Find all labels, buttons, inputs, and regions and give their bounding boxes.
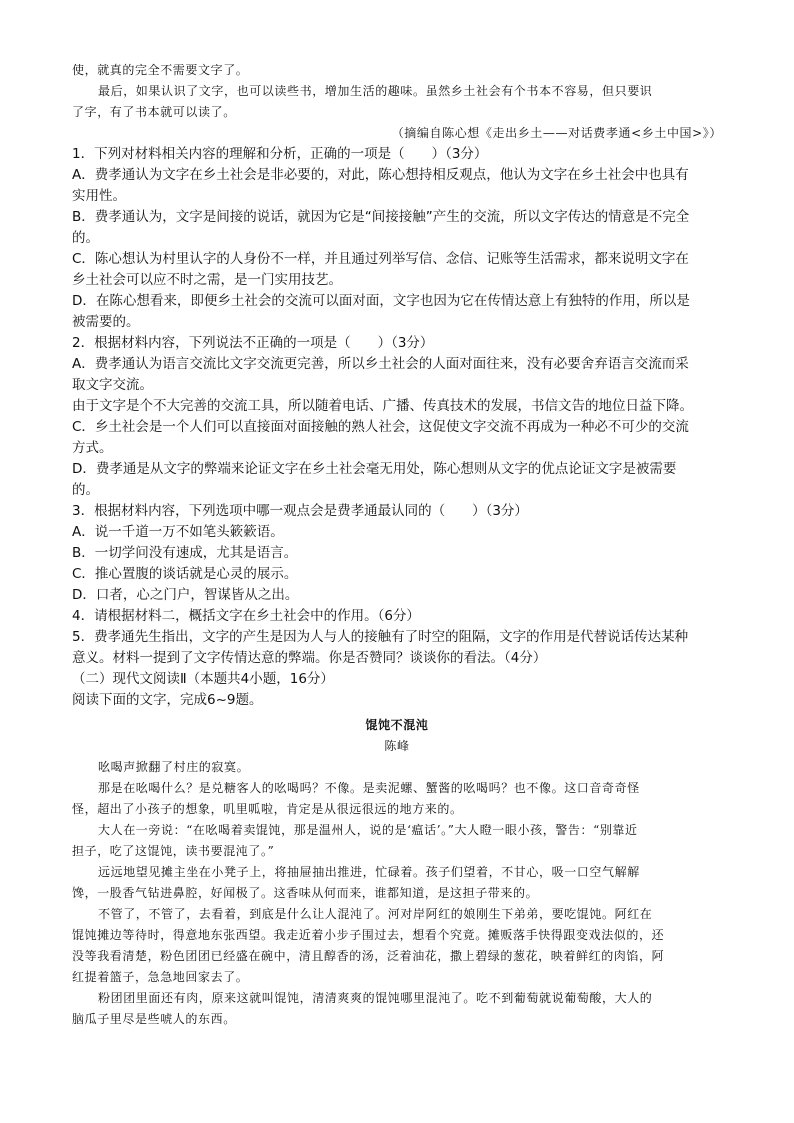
option-a: A．费孝通认为文字在乡土社会是非必要的，对此，陈心想持相反观点，他认为文字在乡土社会中也具有: [72, 167, 689, 183]
section-heading: （二）现代文阅读Ⅱ（本题共4小题，16分）: [72, 671, 334, 687]
story-line: 红提着篮子，急急地回家去了。: [72, 970, 249, 984]
material-line: 使，就真的完全不需要文字了。: [72, 63, 249, 77]
option-b-cont: 的。: [72, 230, 99, 246]
story-line: 脑瓜子里尽是些唬人的东西。: [72, 1012, 236, 1026]
option-a: A．费孝通认为语言交流比文字交流更完善，所以乡土社会的人面对面往来，没有必要舍弃语言交流而采: [72, 356, 689, 372]
story-line: 吆喝声掀翻了村庄的寂寞。: [98, 760, 250, 774]
option-b: B．费孝通认为，文字是间接的说话，就因为它是“间接接触”产生的交流，所以文字传达的情意是不完全: [72, 209, 690, 225]
option-a: A．说一千道一万不如笔头簌簌语。: [72, 524, 284, 540]
question-1-stem: 1．下列对材料相关内容的理解和分析，正确的一项是（ ）（3分）: [72, 146, 488, 162]
option-b: B．一切学问没有速成，尤其是语言。: [72, 545, 298, 561]
question-2-stem: 2．根据材料内容，下列说法不正确的一项是（ ）（3分）: [72, 335, 434, 351]
story-line: 远远地望见摊主坐在小凳子上，将抽屉抽出推进，忙碌着。孩子们望着，不甘心，吸一口空气解解: [98, 865, 640, 879]
story-line: 怪，超出了小孩子的想象，叽里呱啦，肯定是从很远很远的地方来的。: [72, 802, 463, 816]
option-a-cont: 取文字交流。: [72, 377, 153, 393]
material-line: 最后，如果认识了文字，也可以读些书，增加生活的趣味。虽然乡土社会有个书本不容易，但只要识: [98, 84, 653, 98]
question-5-cont: 意义。材料一提到了文字传情达意的弊端。你是否赞同？谈谈你的看法。（4分）: [72, 650, 547, 666]
option-b: 由于文字是个不大完善的交流工具，所以随着电话、广播、传真技术的发展，书信文告的地位日益下降。: [72, 398, 693, 414]
story-line: 不管了，不管了，去看着，到底是什么让人混沌了。河对岸阿红的娘刚生下弟弟，要吃馄饨。阿红在: [98, 907, 653, 921]
option-d: D．在陈心想看来，即便乡土社会的交流可以面对面，文字也因为它在传情达意上有独特的作用，所以是: [72, 293, 690, 309]
citation: （摘编自陈心想《走出乡土——对话费孝通<乡土中国>》）: [391, 126, 722, 140]
option-a-cont: 实用性。: [72, 188, 126, 204]
option-d-cont: 被需要的。: [72, 314, 140, 330]
question-3-stem: 3．根据材料内容，下列选项中哪一观点会是费孝通最认同的（ ）（3分）: [72, 503, 528, 519]
option-c: C．推心置腹的谈话就是心灵的展示。: [72, 566, 298, 582]
option-c: C．乡土社会是一个人们可以直接面对面接触的熟人社会，这促使文字交流不再成为一种必不可少的交流: [72, 419, 689, 435]
option-c-cont: 方式。: [72, 440, 113, 456]
story-line: 粉团团里面还有肉，原来这就叫馄饨，清清爽爽的馄饨哪里混沌了。吃不到葡萄就说葡萄酸，大人的: [98, 991, 653, 1005]
story-line: 大人在一旁说：“在吆喝着卖馄饨，那是温州人，说的是‘瘟话’。”大人瞪一眼小孩，警告：“别靠近: [98, 823, 638, 837]
question-4: 4．请根据材料二，概括文字在乡土社会中的作用。（6分）: [72, 608, 420, 624]
material-line: 了字，有了书本就可以读了。: [72, 105, 236, 119]
option-c: C．陈心想认为村里认字的人身份不一样，并且通过列举写信、念信、记账等生活需求，都来说明文字在: [72, 251, 689, 267]
option-d-cont: 的。: [72, 482, 99, 498]
instruction: 阅读下面的文字，完成6~9题。: [72, 692, 263, 708]
story-line: 担子，吃了这馄饨，读书要混沌了。”: [72, 844, 275, 858]
story-line: 没等我看清楚，粉色团团已经盛在碗中，清且醇香的汤，泛着油花，撒上碧绿的葱花，映着鲜红的肉馅，阿: [72, 949, 665, 963]
question-5: 5．费孝通先生指出，文字的产生是因为人与人的接触有了时空的阻隔，文字的作用是代替说话传达某种: [72, 629, 689, 645]
option-c-cont: 乡土社会可以应不时之需，是一门实用技艺。: [72, 272, 342, 288]
story-line: 馄饨摊边等待时，得意地东张西望。我走近着小步子围过去，想看个究竟。摊贩落手快得跟变戏法似的，还: [72, 928, 665, 942]
story-line: 那是在吆喝什么？是兑糖客人的吆喝吗？不像。是卖泥螺、蟹酱的吆喝吗？也不像。这口音奇奇怪: [98, 781, 640, 795]
option-d: D．费孝通是从文字的弊端来论证文字在乡土社会毫无用处，陈心想则从文字的优点论证文字是被需要: [72, 461, 677, 477]
exam-page: [72, 60, 722, 1030]
option-d: D．口者，心之门户，智谋皆从之出。: [72, 587, 299, 603]
story-title: 馄饨不混沌: [365, 718, 429, 732]
story-line: 馋，一股香气钻进鼻腔，好闻极了。这香味从何而来，谁都知道，是这担子带来的。: [72, 886, 539, 900]
story-author: 陈峰: [384, 739, 410, 753]
story-body: [72, 757, 722, 1030]
